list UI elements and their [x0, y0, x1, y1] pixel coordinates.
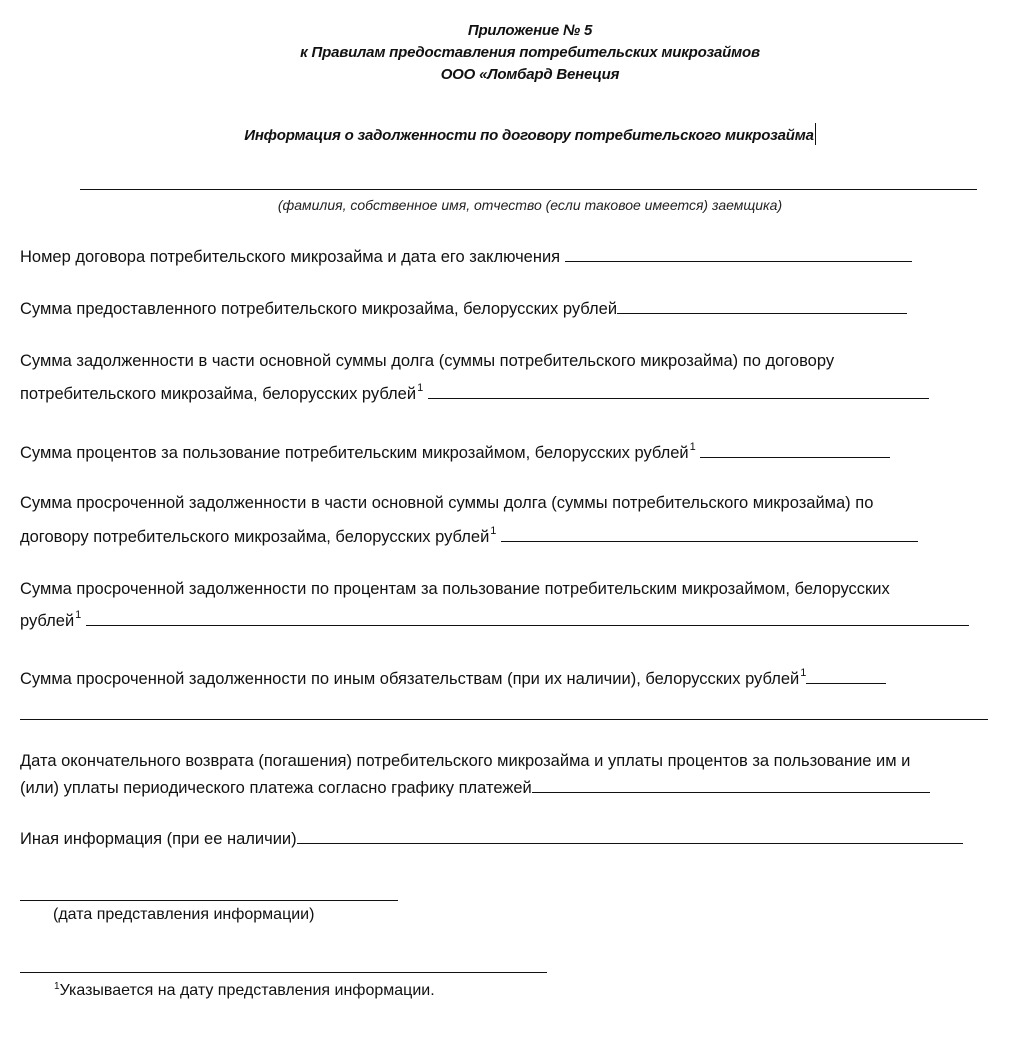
final-date-field[interactable] — [532, 791, 930, 793]
principal-debt-row — [20, 382, 929, 403]
footnote-ref: 1 — [689, 441, 696, 453]
overdue-principal-row — [20, 525, 918, 546]
footnote-ref: 1 — [75, 609, 82, 621]
document-title-text: Информация о задолженности по договору потребительского микрозайма — [244, 127, 814, 144]
text-cursor — [815, 123, 816, 145]
loan-amount-field[interactable] — [617, 312, 907, 314]
information-date-field[interactable] — [20, 900, 398, 901]
overdue-interest-field[interactable] — [86, 624, 969, 626]
principal-debt-label-line2: потребительского микрозайма, белорусских рублей — [20, 385, 417, 403]
loan-amount-row — [20, 301, 907, 318]
loan-amount-label: Сумма предоставленного потребительского микрозайма, белорусских рублей — [20, 300, 618, 318]
final-date-label-line1: Дата окончательного возврата (погашения) потребительского микрозайма и уплаты процентов за пользование им и — [20, 752, 911, 770]
information-date-caption: (дата представления информации) — [53, 906, 315, 923]
document-title — [0, 123, 1020, 145]
other-info-field[interactable] — [297, 842, 963, 844]
interest-amount-row — [20, 441, 890, 462]
appendix-number: Приложение № 5 — [467, 22, 593, 39]
overdue-other-field[interactable] — [806, 682, 886, 684]
borrower-name-field[interactable] — [80, 189, 977, 190]
overdue-other-label: Сумма просроченной задолженности по иным обязательствам (при их наличии), белорусских рублей — [20, 670, 800, 688]
footnote-separator — [20, 972, 547, 973]
overdue-principal-label-line1: Сумма просроченной задолженности в части основной суммы долга (суммы потребительского микрозайма) по — [20, 494, 874, 512]
contract-number-field[interactable] — [565, 260, 912, 262]
other-info-label: Иная информация (при ее наличии) — [20, 830, 297, 848]
footnote — [54, 982, 435, 1000]
overdue-interest-label-line2: рублей — [20, 612, 75, 630]
final-date-row — [20, 780, 930, 797]
footnote-mark: 1 — [54, 981, 60, 992]
footnote-ref: 1 — [417, 382, 424, 394]
borrower-name-caption: (фамилия, собственное имя, отчество (если таковое имеется) заемщика) — [277, 197, 783, 213]
contract-number-row — [20, 249, 912, 266]
overdue-principal-field[interactable] — [501, 540, 918, 542]
appendix-rules: к Правилам предоставления потребительских микрозаймов — [300, 44, 760, 61]
overdue-other-field-continued[interactable] — [20, 719, 988, 720]
overdue-interest-row — [20, 609, 969, 630]
appendix-company: ООО «Ломбард Венеция — [440, 66, 620, 83]
footnote-ref: 1 — [490, 525, 497, 537]
principal-debt-label-line1: Сумма задолженности в части основной суммы долга (суммы потребительского микрозайма) по договору — [20, 352, 835, 370]
overdue-interest-label-line1: Сумма просроченной задолженности по процентам за пользование потребительским микрозаймом, белорусских — [20, 580, 890, 598]
principal-debt-field[interactable] — [428, 397, 929, 399]
contract-number-label: Номер договора потребительского микрозайма и дата его заключения — [20, 248, 561, 266]
interest-amount-label: Сумма процентов за пользование потребительским микрозаймом, белорусских рублей — [20, 444, 689, 462]
footnote-ref: 1 — [800, 667, 807, 679]
interest-amount-field[interactable] — [700, 456, 890, 458]
overdue-other-row — [20, 667, 886, 688]
footnote-text: Указывается на дату представления информации. — [59, 982, 435, 999]
final-date-label-line2: (или) уплаты периодического платежа согласно графику платежей — [20, 779, 532, 797]
other-info-row — [20, 831, 963, 848]
overdue-principal-label-line2: договору потребительского микрозайма, белорусских рублей — [20, 528, 490, 546]
